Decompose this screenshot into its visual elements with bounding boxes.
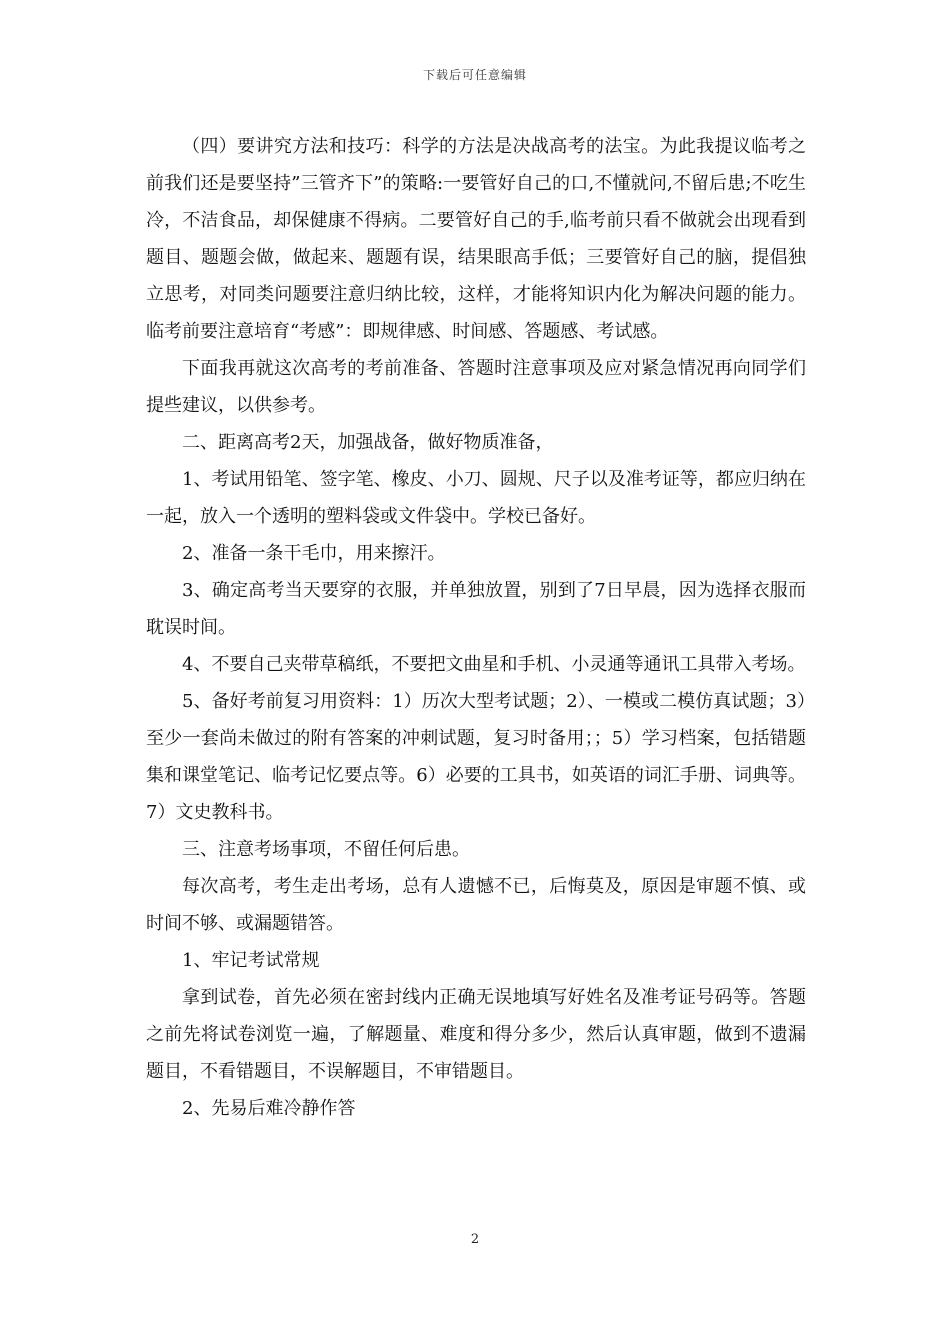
page-header: 下载后可任意编辑 — [422, 68, 527, 82]
paragraph-exam-paper-instructions: 拿到试卷，首先必须在密封线内正确无误地填写好姓名及准考证号码等。答题之前先将试卷浏览一遍，了解题量、难度和得分多少，然后认真审题，做到不遗漏题目，不看错题目，不误解题目，不审错题目。 — [146, 987, 806, 1082]
page-number: 2 — [470, 1232, 480, 1247]
paragraph-item-3-clothes: 3、确定高考当天要穿的衣服，并单独放置，别到了7日早晨，因为选择衣服而耽误时间。 — [146, 580, 806, 638]
paragraph-exam-regrets: 每次高考，考生走出考场，总有人遗憾不已，后悔莫及，原因是审题不慎、或时间不够、或漏题错答。 — [146, 876, 806, 934]
paragraph-item-2-towel: 2、准备一条干毛巾，用来擦汗。 — [182, 543, 446, 564]
paragraph-item-1-stationery: 1、考试用铅笔、签字笔、橡皮、小刀、圆规、尺子以及准考证等，都应归纳在一起，放入一个透明的塑料袋或文件袋中。学校已备好。 — [146, 469, 806, 527]
paragraph-section-three-heading: 三、注意考场事项，不留任何后患。 — [182, 839, 470, 860]
paragraph-item-5-review-materials: 5、备好考前复习用资料：1）历次大型考试题；2）、一模或二模仿真试题；3）至少一套尚未做过的附有答案的冲刺试题，复习时备用；；5）学习档案，包括错题集和课堂笔记、临考记忆要点等。6）必要的工具书，如英语的词汇手册、词典等。7）文史教科书。 — [146, 691, 806, 823]
paragraph-suggestions-intro: 下面我再就这次高考的考前准备、答题时注意事项及应对紧急情况再向同学们提些建议，以供参考。 — [146, 358, 806, 416]
document-body — [146, 128, 806, 1127]
paragraph-subheading-exam-rules: 1、牢记考试常规 — [182, 950, 320, 971]
paragraph-section-two-heading: 二、距离高考2天，加强战备，做好物质准备， — [182, 432, 554, 453]
paragraph-subheading-easy-first: 2、先易后难冷静作答 — [182, 1098, 356, 1119]
paragraph-item-4-no-devices: 4、不要自己夹带草稿纸，不要把文曲星和手机、小灵通等通讯工具带入考场。 — [182, 654, 806, 675]
paragraph-methods-and-skills: （四）要讲究方法和技巧：科学的方法是决战高考的法宝。为此我提议临考之前我们还是要坚持”三管齐下”的策略:一要管好自己的口,不懂就问,不留后患;不吃生冷，不洁食品，却保健康不得病。二要管好自己的手,临考前只看不做就会出现看到题目、题题会做，做起来、题题有误，结果眼高手低；三要管好自己的脑，提倡独立思考，对同类问题要注意归纳比较，这样，才能将知识内化为解决问题的能力。临考前要注意培育“考感”：即规律感、时间感、答题感、考试感。 — [146, 136, 806, 342]
